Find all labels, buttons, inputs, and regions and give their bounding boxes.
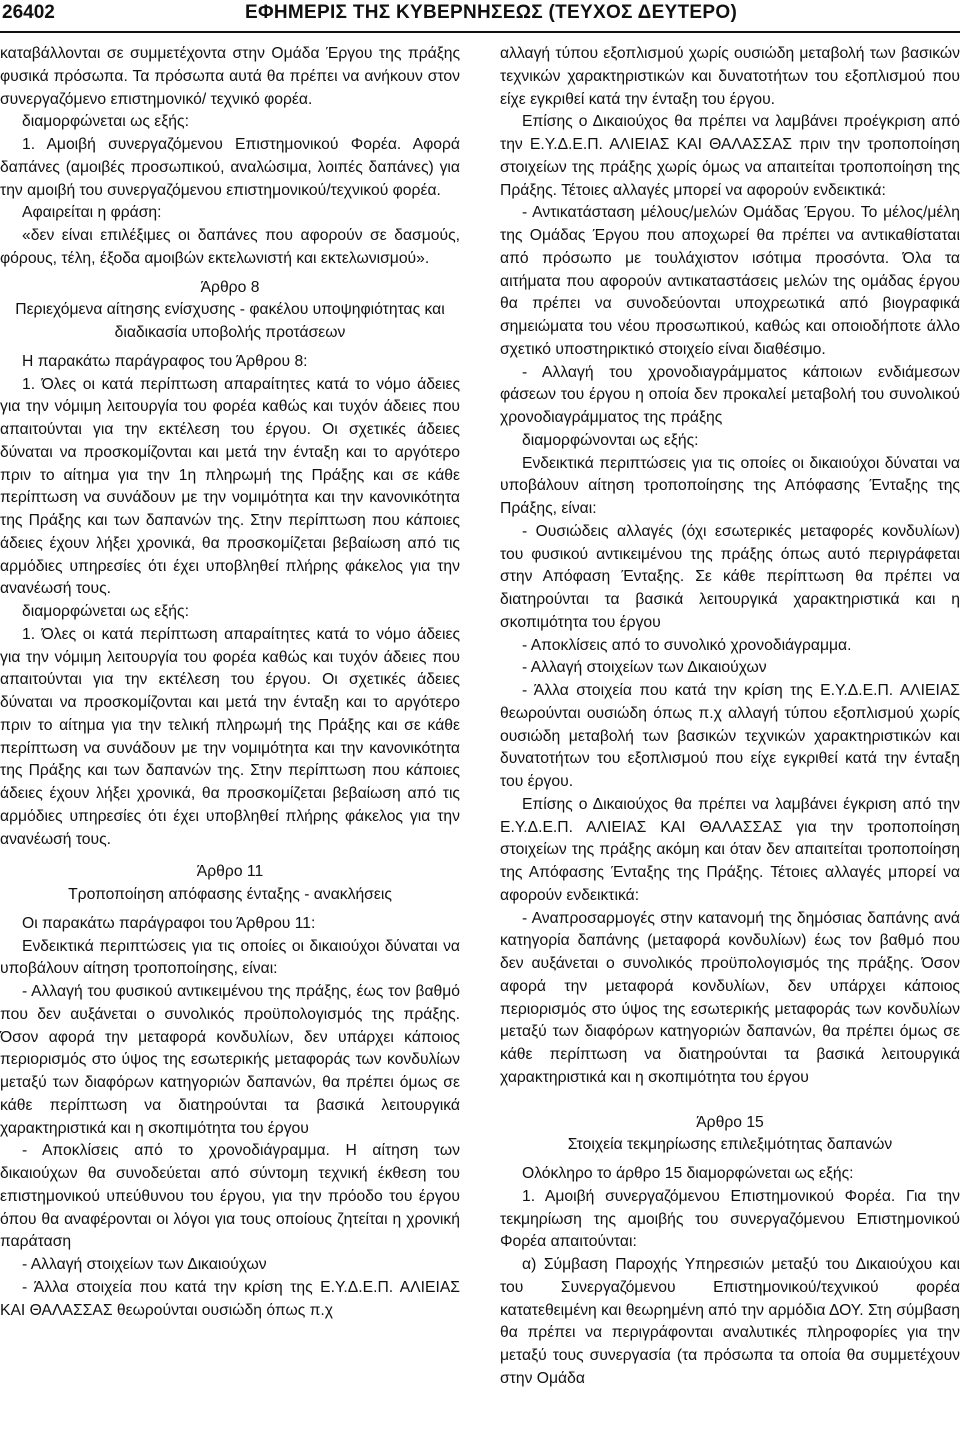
paragraph: - Αλλαγή του χρονοδιαγράμματος κάποιων ενδιάμεσων φάσεων του έργου η οποία δεν προκαλεί μεταβολή του συνολικού χρονοδιαγράμματος της πράξης — [500, 363, 960, 426]
article-11-title: Άρθρο 11 — [196, 863, 264, 881]
page-header — [0, 0, 960, 34]
paragraph: Ενδεικτικά περιπτώσεις για τις οποίες οι δικαιούχοι δύναται να υποβάλουν αίτηση τροποποίησης της Απόφασης Ένταξης της Πράξης, είναι: — [500, 454, 960, 517]
page-number: 26402 — [2, 2, 55, 23]
article-15-subtitle: Στοιχεία τεκμηρίωσης επιλεξιμότητας δαπανών — [567, 1136, 893, 1154]
paragraph: Η παρακάτω παράγραφος του Άρθρου 8: — [22, 352, 308, 370]
paragraph: Αφαιρείται η φράση: — [22, 204, 162, 222]
right-column — [500, 43, 960, 1391]
paragraph: - Αντικατάσταση μέλους/μελών Ομάδας Έργου. Το μέλος/μέλη της Ομάδας Έργου που αποχωρεί θα πρέπει να αντικαθίσταται από πρόσωπο με τουλάχιστον ισότιμα προσόντα. Όλα τα αιτήματα που αφορούν αντικαταστάσεις μελών της ομάδας έργου θα πρέπει να συνοδεύονται υποχρεωτικά από βιογραφικά σημειώματα του νέου προσωπικού, καθώς και οποιοδήποτε άλλο σχετικό υποστηρικτικό στοιχείο είναι διαθέσιμο. — [500, 204, 960, 358]
article-11-subtitle: Τροποποίηση απόφασης ένταξης - ανακλήσεις — [68, 886, 392, 903]
paragraph: 1. Όλες οι κατά περίπτωση απαραίτητες κατά το νόμο άδειες για την νόμιμη λειτουργία του φορέα καθώς και τυχόν άδειες που απαιτούνται για την εκτέλεση του έργου. Οι σχετικές άδειες δύναται να προσκομίζονται και μετά την ένταξη και το αργότερο πριν το αίτημα για την 1η πληρωμή της Πράξης και σε κάθε περίπτωση να συνάδουν με την νομιμότητα και την κανονικότητα της Πράξης και των δαπανών της. Στην περίπτωση που κάποιες άδειες έχουν λήξει χρονικά, θα προσκομίζεται βεβαίωση από τις αρμόδιες υπηρεσίες ότι έχει υποβληθεί πλήρης φάκελος για την ανανέωσή τους. — [0, 375, 460, 598]
article-15-title: Άρθρο 15 — [696, 1113, 764, 1131]
paragraph: - Αλλαγή στοιχείων των Δικαιούχων — [522, 659, 767, 677]
paragraph: διαμορφώνεται ως εξής: — [22, 603, 189, 620]
header-rule — [0, 31, 960, 33]
left-column — [0, 43, 460, 1322]
gazette-title: ΕΦΗΜΕΡΙΣ ΤΗΣ ΚΥΒΕΡΝΗΣΕΩΣ (ΤΕΥΧΟΣ ΔΕΥΤΕΡΟ) — [245, 2, 738, 23]
paragraph: αλλαγή τύπου εξοπλισμού χωρίς ουσιώδη μεταβολή των βασικών τεχνικών χαρακτηριστικών και δυνατοτήτων του εξοπλισμού που είχε εγκριθεί κατά την ένταξη του έργου. — [500, 45, 960, 108]
paragraph: - Ουσιώδεις αλλαγές (όχι εσωτερικές μεταφορές κονδυλίων) του φυσικού αντικειμένου της πράξης όπως αυτό περιγράφεται στην Απόφαση Ένταξης. Σε κάθε περίπτωση θα πρέπει να διατηρούνται τα βασικά λειτουργικά χαρακτηριστικά και η σκοπιμότητα του έργου — [500, 522, 960, 631]
paragraph: Ολόκληρο το άρθρο 15 διαμορφώνεται ως εξής: — [522, 1165, 854, 1182]
paragraph: 1. Όλες οι κατά περίπτωση απαραίτητες κατά το νόμο άδειες για την νόμιμη λειτουργία του φορέα καθώς και τυχόν άδειες που απαιτούνται για την εκτέλεση του έργου. Οι σχετικές άδειες δύναται να προσκομίζονται και μετά την ένταξη και το αργότερο πριν το αίτημα για την τελική πληρωμή της Πράξης και σε κάθε περίπτωση να συνάδουν με την νομιμότητα και την κανονικότητα της Πράξης και των δαπανών της. Στην περίπτωση που κάποιες άδειες έχουν λήξει χρονικά, θα προσκομίζεται βεβαίωση από τις αρμόδιες υπηρεσίες ότι έχει υποβληθεί πλήρης φάκελος για την ανανέωσή τους. — [0, 625, 460, 848]
paragraph: διαμορφώνεται ως εξής: — [22, 113, 189, 131]
paragraph: 1. Αμοιβή συνεργαζόμενου Επιστημονικού Φορέα. Αφορά δαπάνες (αμοιβές προσωπικού, αναλώσιμα, λοιπές δαπάνες) για την αμοιβή του συνεργαζόμενου επιστημονικού/τεχνικού φορέα. — [0, 136, 460, 199]
paragraph: Επίσης ο Δικαιούχος θα πρέπει να λαμβάνει προέγκριση από την Ε.Υ.Δ.Ε.Π. ΑΛΙΕΙΑΣ ΚΑΙ ΘΑΛΑΣΣΑΣ πριν την τροποποίηση στοιχείων της πράξης χωρίς όμως να απαιτείται τροποποίηση της Πράξης. Τέτοιες αλλαγές μπορεί να αφορούν ενδεικτικά: — [500, 113, 960, 199]
paragraph: «δεν είναι επιλέξιμες οι δαπάνες που αφορούν σε δασμούς, φόρους, τέλη, έξοδα αμοιβών εκτελωνιστή και εκτελωνισμού». — [0, 227, 460, 267]
paragraph: καταβάλλονται σε συμμετέχοντα στην Ομάδα Έργου της πράξης φυσικά πρόσωπα. Τα πρόσωπα αυτά θα πρέπει να ανήκουν στον συνεργαζόμενο επιστημονικό/ τεχνικό φορέα. — [0, 45, 460, 108]
paragraph: - Αλλαγή του φυσικού αντικειμένου της πράξης, έως τον βαθμό που δεν αυξάνεται ο συνολικός προϋπολογισμός της πράξης. Όσον αφορά την μεταφορά κονδυλίων, δεν υπάρχει κάποιος περιορισμός στο ύψος της εσωτερικής μεταφοράς των κονδυλίων μεταξύ των διαφόρων κατηγοριών δαπανών, θα πρέπει όμως σε κάθε περίπτωση να διατηρούνται τα βασικά λειτουργικά χαρακτηριστικά και η σκοπιμότητα του έργου — [0, 983, 460, 1137]
paragraph: Ενδεικτικά περιπτώσεις για τις οποίες οι δικαιούχοι δύναται να υποβάλουν αίτηση τροποποίησης, είναι: — [0, 937, 460, 978]
article-8-subtitle: Περιεχόμενα αίτησης ενίσχυσης - φακέλου υποψηφιότητας και διαδικασία υποβολής προτάσεων — [15, 301, 445, 341]
paragraph: - Αποκλίσεις από το χρονοδιάγραμμα. Η αίτηση των δικαιούχων θα συνοδεύεται από σύντομη τεχνική έκθεση του επιστημονικού υπεύθυνου του έργου, για την πρόοδο του έργου όπου θα αναφέρονται οι λόγοι για τους οποίους ζητείται η χρονική παράταση — [0, 1142, 460, 1251]
article-8-title: Άρθρο 8 — [200, 278, 260, 296]
paragraph: α) Σύμβαση Παροχής Υπηρεσιών μεταξύ του Δικαιούχου και του Συνεργαζόμενου Επιστημονικού/τεχνικού φορέα κατατεθειμένη και θεωρημένη από την αρμόδια ΔΟΥ. Στη σύμβαση θα πρέπει να περιγράφονται αναλυτικές πληροφορίες για την μεταξύ τους συνεργασία (τα πρόσωπα τα οποία θα συμμετέχουν στην Ομάδα — [500, 1256, 960, 1387]
paragraph: διαμορφώνονται ως εξής: — [522, 431, 699, 449]
paragraph: Επίσης ο Δικαιούχος θα πρέπει να λαμβάνει έγκριση από την Ε.Υ.Δ.Ε.Π. ΑΛΙΕΙΑΣ ΚΑΙ ΘΑΛΑΣΣΑΣ για την τροποποίηση στοιχείων της πράξης ακόμη και όταν δεν απαιτείται τροποποίηση της Απόφασης Ένταξης της Πράξης. Τέτοιες αλλαγές μπορεί να αφορούν ενδεικτικά: — [500, 795, 960, 904]
paragraph: - Αποκλίσεις από το συνολικό χρονοδιάγραμμα. — [522, 636, 852, 654]
paragraph: Οι παρακάτω παράγραφοι του Άρθρου 11: — [22, 914, 316, 932]
paragraph: - Άλλα στοιχεία που κατά την κρίση της Ε.Υ.Δ.Ε.Π. ΑΛΙΕΙΑΣ ΚΑΙ ΘΑΛΑΣΣΑΣ θεωρούνται ουσιώδη όπως π.χ — [0, 1278, 460, 1319]
paragraph: - Αλλαγή στοιχείων των Δικαιούχων — [22, 1256, 267, 1273]
paragraph: - Αναπροσαρμογές στην κατανομή της δημόσιας δαπάνης ανά κατηγορία δαπάνης (μεταφορά κονδυλίων) έως τον βαθμό που δεν αυξάνεται ο συνολικός προϋπολογισμός της πράξης. Όσον αφορά την μεταφορά κονδυλίων, δεν υπάρχει κάποιος περιορισμός στο ύψος της εσωτερικής μεταφοράς των κονδυλίων μεταξύ των διαφόρων κατηγοριών δαπανών, θα πρέπει όμως σε κάθε περίπτωση να διατηρούνται τα βασικά λειτουργικά χαρακτηριστικά και η σκοπιμότητα του έργου — [500, 909, 960, 1086]
paragraph: - Άλλα στοιχεία που κατά την κρίση της Ε.Υ.Δ.Ε.Π. ΑΛΙΕΙΑΣ θεωρούνται ουσιώδη όπως π.χ αλλαγή τύπου εξοπλισμού χωρίς ουσιώδη μεταβολή των βασικών τεχνικών χαρακτηριστικών και δυνατοτήτων του εξοπλισμού που είχε εγκριθεί κατά την ένταξη του έργου. — [500, 682, 960, 790]
paragraph: 1. Αμοιβή συνεργαζόμενου Επιστημονικού Φορέα. Για την τεκμηρίωση της αμοιβής του συνεργαζόμενου Επιστημονικού Φορέα απαιτούνται: — [500, 1187, 960, 1251]
